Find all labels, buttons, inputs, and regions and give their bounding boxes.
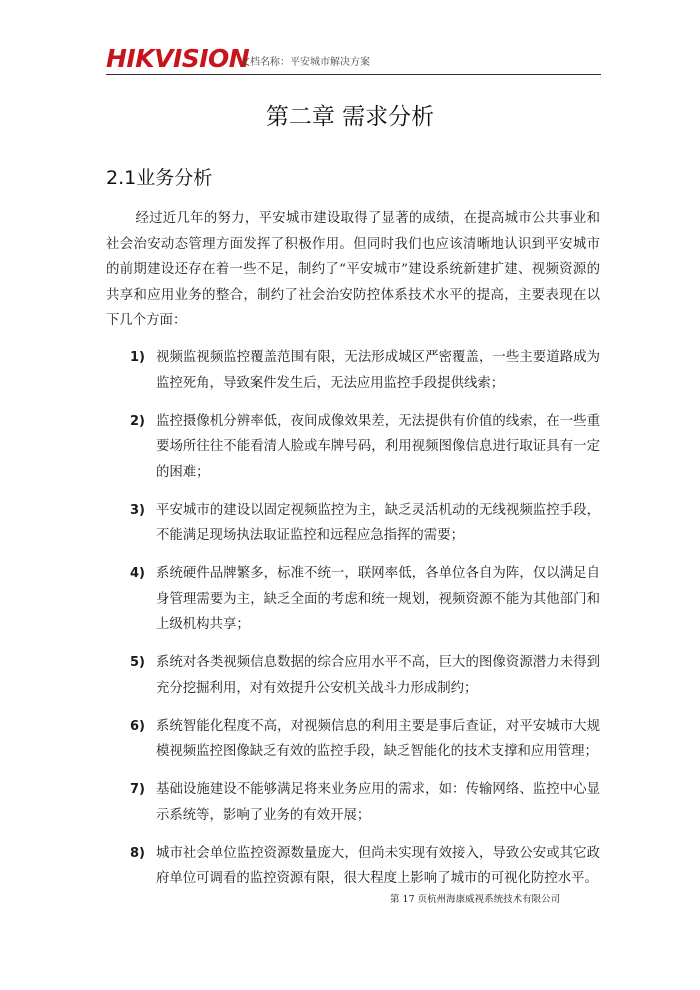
document-name: 文档名称：平安城市解决方案 bbox=[240, 57, 370, 68]
list-number: 8) bbox=[130, 845, 145, 861]
section-title: 2.1业务分析 bbox=[106, 167, 213, 189]
intro-paragraph: 经过近几年的努力，平安城市建设取得了显著的成绩，在提高城市公共事业和社会治安动态管理方面发挥了积极作用。但同时我们也应该清晰地认识到平安城市的前期建设还存在着一些不足，制约了“平安城市”建设系统新建扩建、视频资源的共享和应用业务的整合，制约了社会治安防控体系技术水平的提高，主要表现在以下几个方面： bbox=[106, 211, 600, 328]
list-item bbox=[106, 650, 600, 701]
page-header bbox=[106, 44, 601, 75]
list-item bbox=[106, 714, 600, 765]
list-number: 6) bbox=[130, 718, 145, 734]
list-number: 3) bbox=[130, 502, 145, 518]
list-text: 监控摄像机分辨率低，夜间成像效果差，无法提供有价值的线索，在一些重要场所往往不能看清人脸或车牌号码，利用视频图像信息进行取证具有一定的困难； bbox=[156, 413, 600, 480]
list-item bbox=[106, 345, 600, 396]
list-text: 基础设施建设不能够满足将来业务应用的需求，如：传输网络、监控中心显示系统等，影响了业务的有效开展； bbox=[156, 782, 600, 823]
list-number: 7) bbox=[130, 782, 145, 797]
list-item bbox=[106, 498, 600, 549]
page-footer: 第 17 页杭州海康威视系统技术有限公司 bbox=[390, 894, 561, 905]
list-text: 视频监视频监控覆盖范围有限，无法形成城区严密覆盖，一些主要道路成为监控死角，导致案件发生后，无法应用监控手段提供线索； bbox=[156, 350, 600, 391]
issue-list bbox=[106, 345, 600, 904]
hikvision-logo: HIKVISION bbox=[106, 44, 250, 73]
list-text: 系统智能化程度不高，对视频信息的利用主要是事后查证，对平安城市大规模视频监控图像缺乏有效的监控手段，缺乏智能化的技术支撑和应用管理； bbox=[156, 718, 600, 759]
chapter-title: 第二章 需求分析 bbox=[265, 104, 435, 130]
list-text: 系统硬件品牌繁多，标准不统一，联网率低，各单位各自为阵，仅以满足自身管理需要为主，缺乏全面的考虑和统一规划，视频资源不能为其他部门和上级机构共享； bbox=[156, 566, 600, 632]
list-number: 2) bbox=[130, 413, 145, 429]
list-item bbox=[106, 841, 600, 892]
list-number: 5) bbox=[130, 655, 145, 670]
list-text: 城市社会单位监控资源数量庞大，但尚未实现有效接入，导致公安或其它政府单位可调看的监控资源有限，很大程度上影响了城市的可视化防控水平。 bbox=[156, 845, 600, 886]
list-number: 1) bbox=[130, 350, 145, 365]
list-item bbox=[106, 561, 600, 638]
list-number: 4) bbox=[130, 566, 145, 581]
list-text: 平安城市的建设以固定视频监控为主，缺乏灵活机动的无线视频监控手段，不能满足现场执法取证监控和远程应急指挥的需要； bbox=[156, 502, 600, 543]
list-item bbox=[106, 409, 600, 486]
list-text: 系统对各类视频信息数据的综合应用水平不高，巨大的图像资源潜力未得到充分挖掘利用，对有效提升公安机关战斗力形成制约； bbox=[156, 655, 600, 696]
list-item bbox=[106, 777, 600, 828]
